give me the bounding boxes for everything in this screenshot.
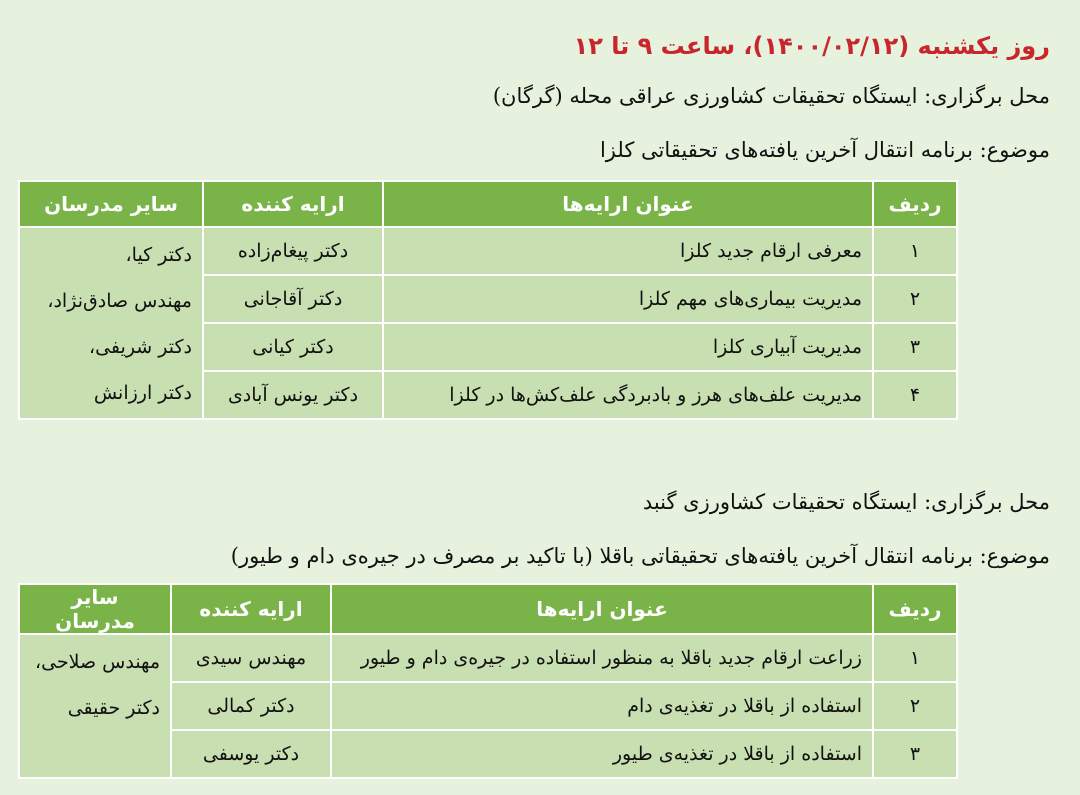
row-number: ۲ <box>873 275 957 323</box>
row-presenter: دکتر یوسفی <box>171 730 331 778</box>
row-presenter: دکتر کمالی <box>171 682 331 730</box>
row-title: مدیریت بیماری‌های مهم کلزا <box>383 275 873 323</box>
row-title: مدیریت علف‌های هرز و بادبردگی علف‌کش‌ها در کلزا <box>383 371 873 419</box>
session2-table <box>18 583 958 779</box>
row-number: ۳ <box>873 323 957 371</box>
day-heading: روز یکشنبه (۱۴۰۰/۰۲/۱۲)، ساعت ۹ تا ۱۲ <box>573 32 1050 60</box>
row-title: استفاده از باقلا در تغذیه‌ی طیور <box>331 730 873 778</box>
other-instructor: دکتر شریفی، <box>88 336 192 358</box>
other-instructors-cell <box>19 634 171 778</box>
row-number: ۴ <box>873 371 957 419</box>
header-title: عنوان ارایه‌ها <box>331 584 873 634</box>
session1-location: محل برگزاری: ایستگاه تحقیقات کشاورزی عراقی محله (گرگان) <box>492 84 1050 108</box>
other-instructor: مهندس صلاحی، <box>34 651 160 673</box>
other-instructor: مهندس صادق‌نژاد، <box>47 290 192 312</box>
other-instructor: دکتر کیا، <box>125 244 192 266</box>
row-presenter: دکتر آقاجانی <box>203 275 383 323</box>
row-number: ۱ <box>873 227 957 275</box>
row-presenter: دکتر پیغام‌زاده <box>203 227 383 275</box>
header-title: عنوان ارایه‌ها <box>383 181 873 227</box>
row-title: مدیریت آبیاری کلزا <box>383 323 873 371</box>
row-presenter: مهندس سیدی <box>171 634 331 682</box>
row-number: ۱ <box>873 634 957 682</box>
row-number: ۳ <box>873 730 957 778</box>
other-instructors-cell <box>19 227 203 419</box>
row-presenter: دکتر کیانی <box>203 323 383 371</box>
session2-location: محل برگزاری: ایستگاه تحقیقات کشاورزی گنبد <box>642 490 1050 514</box>
header-presenter: ارایه کننده <box>203 181 383 227</box>
row-presenter: دکتر یونس آبادی <box>203 371 383 419</box>
table-header-row <box>19 181 957 227</box>
other-instructor: دکتر حقیقی <box>67 697 160 719</box>
session2-topic: موضوع: برنامه انتقال آخرین یافته‌های تحقیقاتی باقلا (با تاکید بر مصرف در جیره‌ی دام و طیور) <box>230 544 1050 568</box>
header-other-instructors: سایر مدرسان <box>19 181 203 227</box>
row-title: معرفی ارقام جدید کلزا <box>383 227 873 275</box>
header-row-number: ردیف <box>873 181 957 227</box>
row-number: ۲ <box>873 682 957 730</box>
row-title: زراعت ارقام جدید باقلا به منظور استفاده در جیره‌ی دام و طیور <box>331 634 873 682</box>
session1-topic: موضوع: برنامه انتقال آخرین یافته‌های تحقیقاتی کلزا <box>599 138 1050 162</box>
session1-table <box>18 180 958 420</box>
table-row <box>19 227 957 275</box>
header-other-instructors: سایر مدرسان <box>19 584 171 634</box>
header-row-number: ردیف <box>873 584 957 634</box>
table-row <box>19 634 957 682</box>
row-title: استفاده از باقلا در تغذیه‌ی دام <box>331 682 873 730</box>
header-presenter: ارایه کننده <box>171 584 331 634</box>
table-header-row <box>19 584 957 634</box>
other-instructor: دکتر ارزانش <box>93 382 192 404</box>
